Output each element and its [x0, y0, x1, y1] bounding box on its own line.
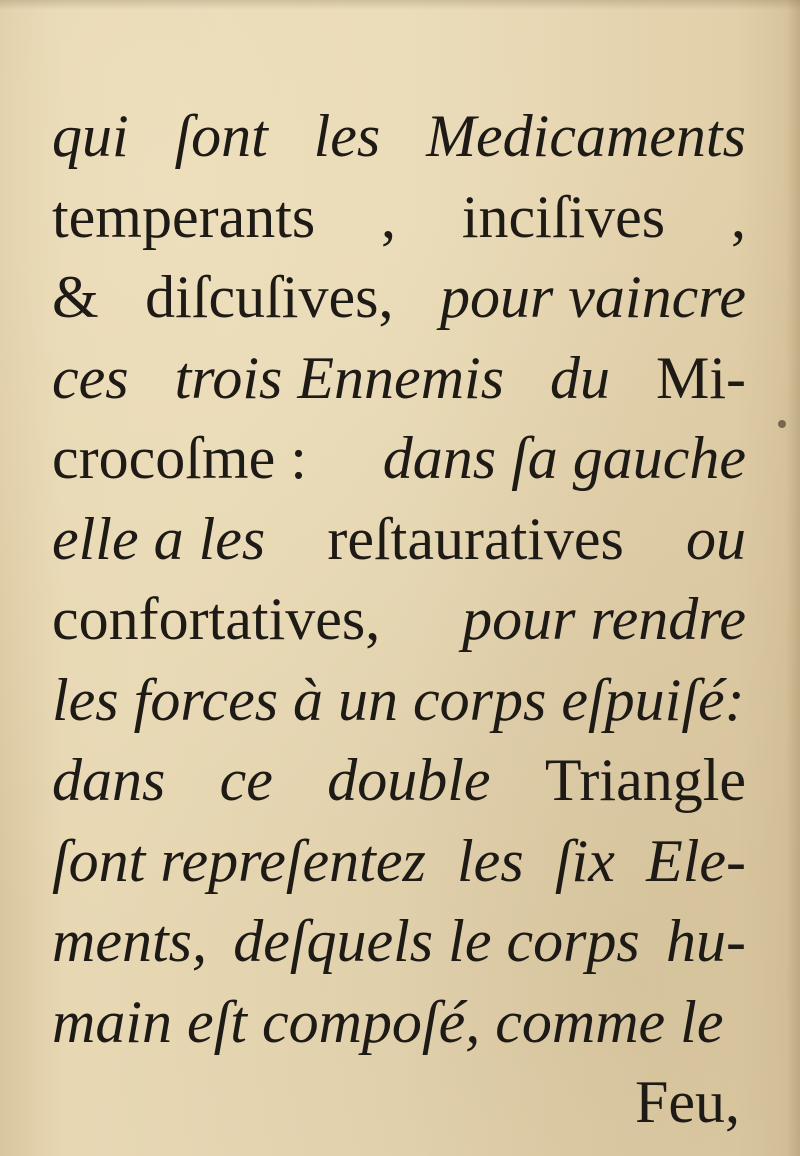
word: ſont: [174, 103, 268, 169]
word: du: [550, 344, 611, 411]
phrase: pour vaincre: [439, 264, 746, 330]
text-line-7: [52, 579, 746, 660]
phrase: elle a les: [52, 505, 266, 572]
word: dans: [52, 747, 166, 813]
phrase: pour rendre: [462, 586, 746, 652]
word: hu-: [666, 908, 746, 974]
word: double: [327, 747, 491, 813]
phrase: trois Ennemis: [174, 344, 505, 411]
page-shadow-top: [0, 0, 800, 10]
text-line-4: [52, 338, 746, 419]
word: ſix: [554, 827, 615, 894]
word: Mi-: [655, 344, 746, 411]
phrase: les forces à un corps eſpuiſé:: [52, 666, 745, 733]
word: diſcuſives,: [145, 264, 394, 330]
word: reſtauratives: [327, 505, 624, 572]
word: temperants: [52, 183, 316, 250]
punctuation: ,: [730, 183, 746, 250]
text-line-5: [52, 418, 746, 499]
word: Ele-: [646, 827, 746, 894]
catchword-line: [52, 1062, 746, 1143]
text-line-12: [52, 982, 746, 1063]
word: les: [457, 827, 524, 894]
word: les: [313, 103, 381, 169]
text-line-3: [52, 257, 746, 338]
text-line-8: [52, 660, 746, 741]
text-line-10: [52, 821, 746, 902]
word: ce: [219, 747, 273, 813]
word: ments,: [52, 908, 207, 974]
body-text: [52, 96, 746, 1143]
text-line-11: [52, 901, 746, 982]
text-line-6: [52, 499, 746, 580]
word: confortatives,: [52, 586, 381, 652]
ink-spot: [778, 420, 786, 428]
phrase: deſquels le corps: [233, 908, 640, 974]
word: ces: [52, 344, 129, 411]
phrase: ſont repreſentez: [52, 827, 426, 894]
page-shadow-right: [786, 0, 800, 1156]
punctuation: ,: [381, 183, 397, 250]
word: Triangle: [544, 747, 746, 813]
word: crocoſme :: [52, 425, 307, 491]
text-line-2: [52, 177, 746, 258]
ampersand: &: [52, 264, 99, 330]
word: inciſives: [461, 183, 666, 250]
word: Medicaments: [426, 103, 746, 169]
text-line-1: [52, 96, 746, 177]
catchword: Feu,: [635, 1069, 740, 1135]
phrase: main eſt compoſé, comme le: [52, 988, 724, 1055]
word: qui: [52, 103, 129, 169]
phrase: dans ſa gauche: [382, 425, 746, 491]
text-line-9: [52, 740, 746, 821]
word: ou: [686, 505, 746, 572]
